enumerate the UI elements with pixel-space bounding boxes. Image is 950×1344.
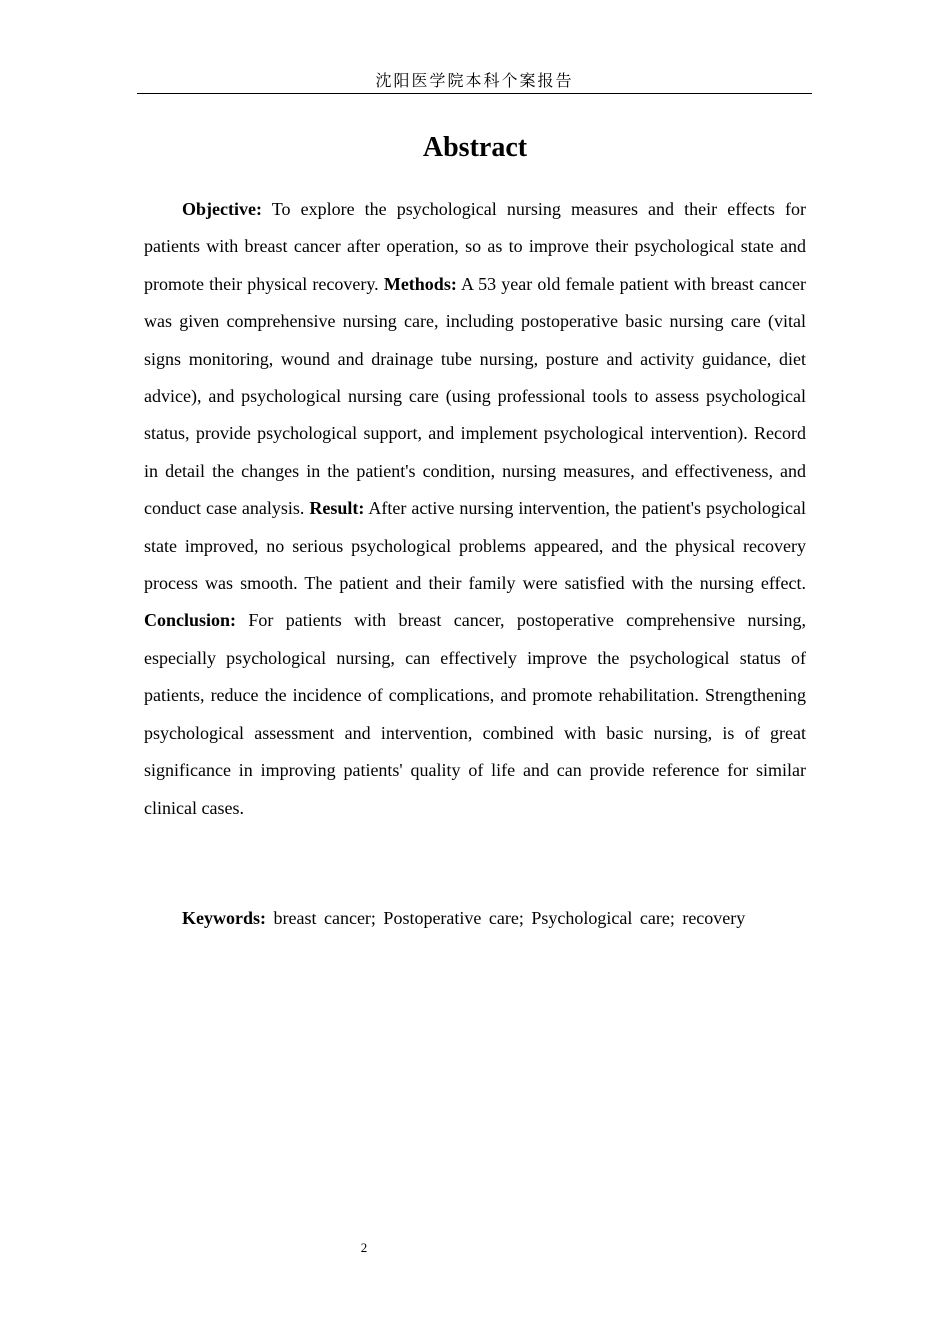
abstract-paragraph	[144, 191, 806, 827]
conclusion-text: For patients with breast cancer, postoperative comprehensive nursing, especially psychological nursing, can effectively improve the psychological status of patients, reduce the incidence of complications, and promote rehabilitation. Strengthening psychological assessment and intervention, combined with basic nursing, is of great significance in improving patients' quality of life and can provide reference for similar clinical cases.	[144, 610, 806, 818]
result-text: After active nursing intervention, the patient's psychological state improved, no serious psychological problems appeared, and the physical recovery process was smooth. The patient and their family were satisfied with the nursing effect.	[144, 498, 806, 594]
keywords-text: breast cancer; Postoperative care; Psychological care; recovery	[266, 908, 746, 928]
page-title: Abstract	[422, 132, 528, 163]
objective-label: Objective:	[182, 199, 262, 219]
keywords-label: Keywords:	[182, 908, 266, 928]
header-text: 沈阳医学院本科个案报告	[375, 71, 574, 90]
conclusion-label: Conclusion:	[144, 610, 237, 631]
objective-text: To explore the psychological nursing measures and their effects for patients with breast cancer after operation, so as to improve their psychological state and promote their physical recovery.	[144, 199, 806, 294]
result-label: Result:	[309, 498, 365, 519]
methods-label: Methods:	[383, 273, 457, 294]
page-number: 2	[360, 1240, 368, 1255]
keywords-line	[144, 900, 806, 937]
page-header	[137, 70, 812, 94]
methods-text: A 53 year old female patient with breast cancer was given comprehensive nursing care, including postoperative basic nursing care (vital signs monitoring, wound and drainage tube nursing, posture and activity guidance, diet advice), and psychological nursing care (using professional tools to assess psychological status, provide psychological support, and implement psychological intervention). Record in detail the changes in the patient's condition, nursing measures, and effectiveness, and conduct case analysis.	[144, 273, 806, 519]
